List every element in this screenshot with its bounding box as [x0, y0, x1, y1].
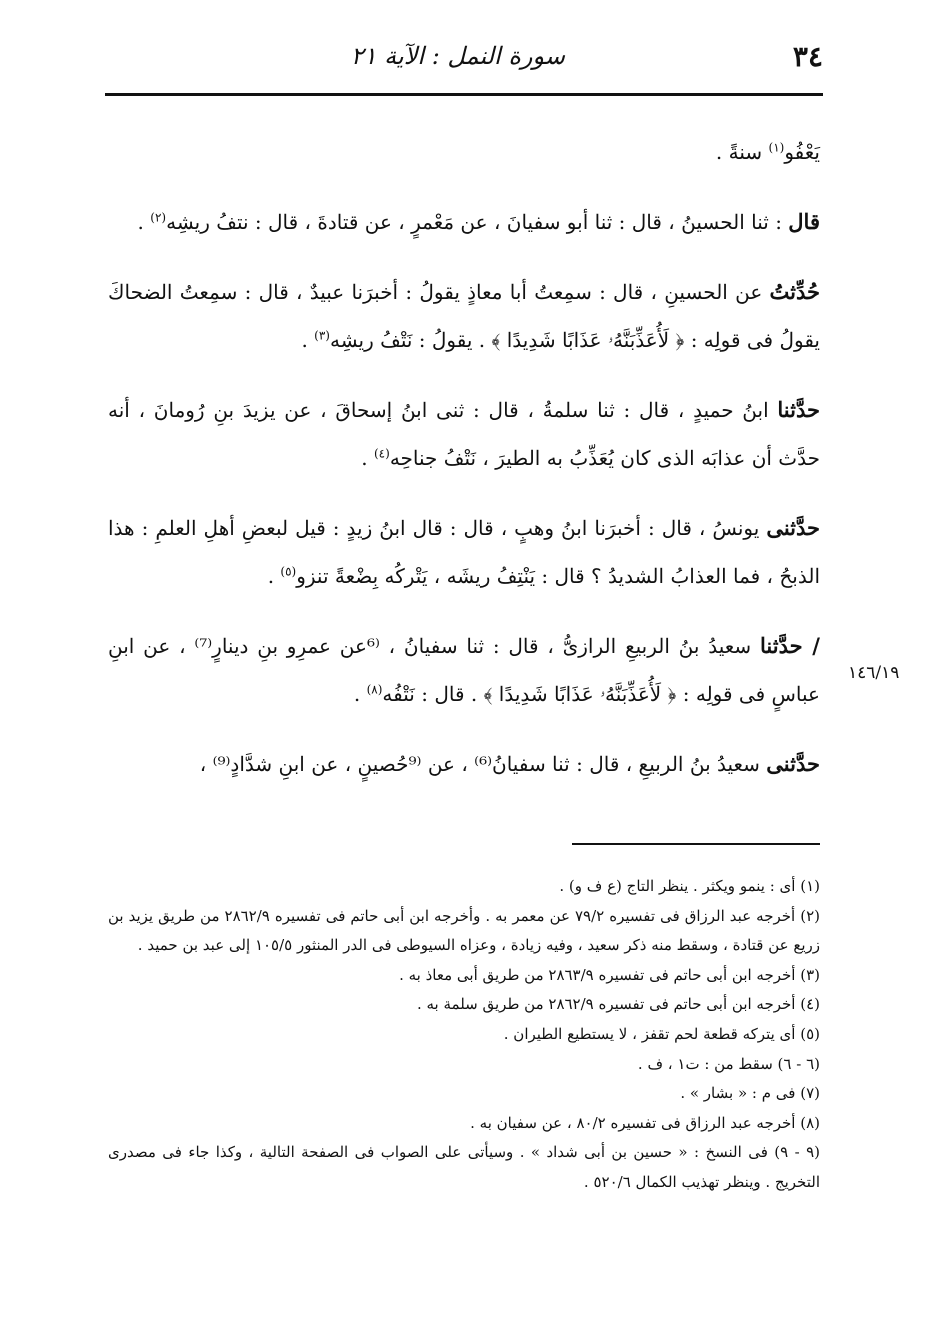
footnote-ref: (٨): [366, 682, 383, 697]
main-text: [108, 128, 820, 810]
footnote-ref: (٣): [314, 328, 330, 343]
footnote-ref: (٢): [150, 210, 167, 225]
paragraph-tail: سنةً .: [715, 140, 769, 164]
footnote-9: (٩ - ٩) فى النسخ : « حسين بن أبى شداد » . وسيأتى على الصواب فى الصفحة التالية ، وكذا جاء فى مصدرى التخريج . وينظر تهذيب الكمال ٥٢٠/٦ .: [108, 1143, 820, 1191]
paragraph-text: ابنُ حميدٍ ، قال : ثنا سلمةُ ، قال : ثنى ابنُ إسحاقَ ، عن يزيدَ بنِ رُومانَ ، أنه حدَّث أن عذابَه الذى كان يُعَذِّبُ به الطيرَ ، نَتْفُ جناحِه: [108, 398, 820, 470]
paragraph-6: [108, 622, 820, 718]
paragraph-text: عن الحسينِ ، قال : سمِعتُ أبا معاذٍ يقولُ : أخبرَنا عبيدٌ ، قال : سمِعتُ الضحاكَ يقولُ فى قولِه : ﴿ لَأُعَذِّبَنَّهُۥ عَذَابًا شَدِيدًا ﴾ . يقولُ : نَتْفُ ريشِه: [108, 280, 820, 352]
paragraph-lead: حدَّثنا: [777, 397, 820, 422]
paragraph-3: [108, 268, 820, 364]
paragraph-text: يَعْفُو: [784, 140, 820, 164]
footnote-6: (٦ - ٦) سقط من : ت١ ، ف .: [637, 1054, 820, 1073]
paragraph-text: : ثنا الحسينُ ، قال : ثنا أبو سفيانَ ، عن مَعْمرٍ ، عن قتادةَ ، قال : نتفُ ريشِه: [166, 210, 789, 234]
page-header: [105, 38, 823, 90]
footnotes: [108, 872, 820, 1198]
footnote-3: (٣) أخرجه ابن أبى حاتم فى تفسيره ٢٨٦٣/٩ من طريق أبى معاذ به .: [399, 965, 820, 984]
paragraph-tail: .: [267, 564, 281, 588]
footnote-1: (١) أى : ينمو ويكثر . ينظر التاج (ع ف و) .: [559, 877, 820, 895]
paragraph-1: [108, 128, 820, 176]
paragraph-lead: / حدَّثنا: [759, 633, 820, 658]
paragraph-lead: حدَّثنى: [766, 515, 821, 540]
page-number: ٣٤: [792, 40, 823, 73]
paragraph-tail: .: [301, 328, 315, 352]
paragraph-tail: .: [353, 682, 367, 706]
footnote-ref: (٤): [373, 446, 390, 461]
footnote-4: (٤) أخرجه ابن أبى حاتم فى تفسيره ٢٨٦٢/٩ من طريق سلمة به .: [416, 995, 820, 1014]
paragraph-lead: حُدِّثتُ: [769, 279, 820, 304]
paragraph-5: [108, 504, 820, 600]
margin-note: ١٤٦/١٩: [848, 663, 900, 683]
paragraph-text: سعيدُ بنُ الربيعِ الرازىُّ ، قال : ثنا سفيانُ ، ⁽⁶عن عمرِو بنِ دينارٍ⁽⁷⁾ ، عن ابنِ عباسٍ فى قولِه : ﴿ لَأُعَذِّبَنَّهُۥ عَذَابًا شَدِيدًا ﴾ . قال : نَتْفُه: [108, 634, 820, 706]
paragraph-tail: .: [361, 446, 374, 470]
paragraph-lead: قال: [788, 209, 820, 234]
footnote-ref: (٥): [280, 564, 297, 579]
footnote-8: (٨) أخرجه عبد الرزاق فى تفسيره ٨٠/٢ ، عن سفيان به .: [470, 1113, 820, 1132]
paragraph-4: [108, 386, 820, 482]
footnote-7: (٧) فى م : « بشار » .: [680, 1084, 820, 1103]
paragraph-text: سعيدُ بنُ الربيعِ ، قال : ثنا سفيانُ⁽⁶⁾ ، عن ⁽⁹حُصينٍ ، عن ابنِ شدَّادٍ⁽⁹⁾ ،: [199, 752, 767, 776]
footnote-5: (٥) أى يتركه قطعة لحم تقفز ، لا يستطيع الطيران .: [503, 1024, 820, 1043]
paragraph-text: يونسُ ، قال : أخبرَنا ابنُ وهبٍ ، قال : قال ابنُ زيدٍ : قيل لبعضِ أهلِ العلمِ : هذا الذبحُ ، فما العذابُ الشديدُ ؟ قال : يَنْتِفُ ريشَه ، يَتْركُه بِضْعةً تنزو: [108, 516, 820, 588]
paragraph-tail: .: [137, 210, 151, 234]
paragraph-7: [108, 740, 820, 788]
paragraph-lead: حدَّثنى: [766, 751, 820, 776]
paragraph-2: [108, 198, 820, 246]
running-title: سورة النمل : الآية ٢١: [350, 42, 565, 70]
footnote-ref: (١): [768, 140, 785, 155]
footnote-rule: [572, 843, 820, 845]
footnote-2: (٢) أخرجه عبد الرزاق فى تفسيره ٧٩/٢ عن معمر به . وأخرجه ابن أبى حاتم فى تفسيره ٢٨٦٢/٩ من طريق يزيد بن زريع عن قتادة ، وسقط منه ذكر سعيد ، وفيه زيادة ، وعزاه السيوطى فى الدر المنثور ١٠٥/٥ إلى عبد بن حميد .: [108, 906, 820, 955]
header-rule: [105, 93, 823, 96]
